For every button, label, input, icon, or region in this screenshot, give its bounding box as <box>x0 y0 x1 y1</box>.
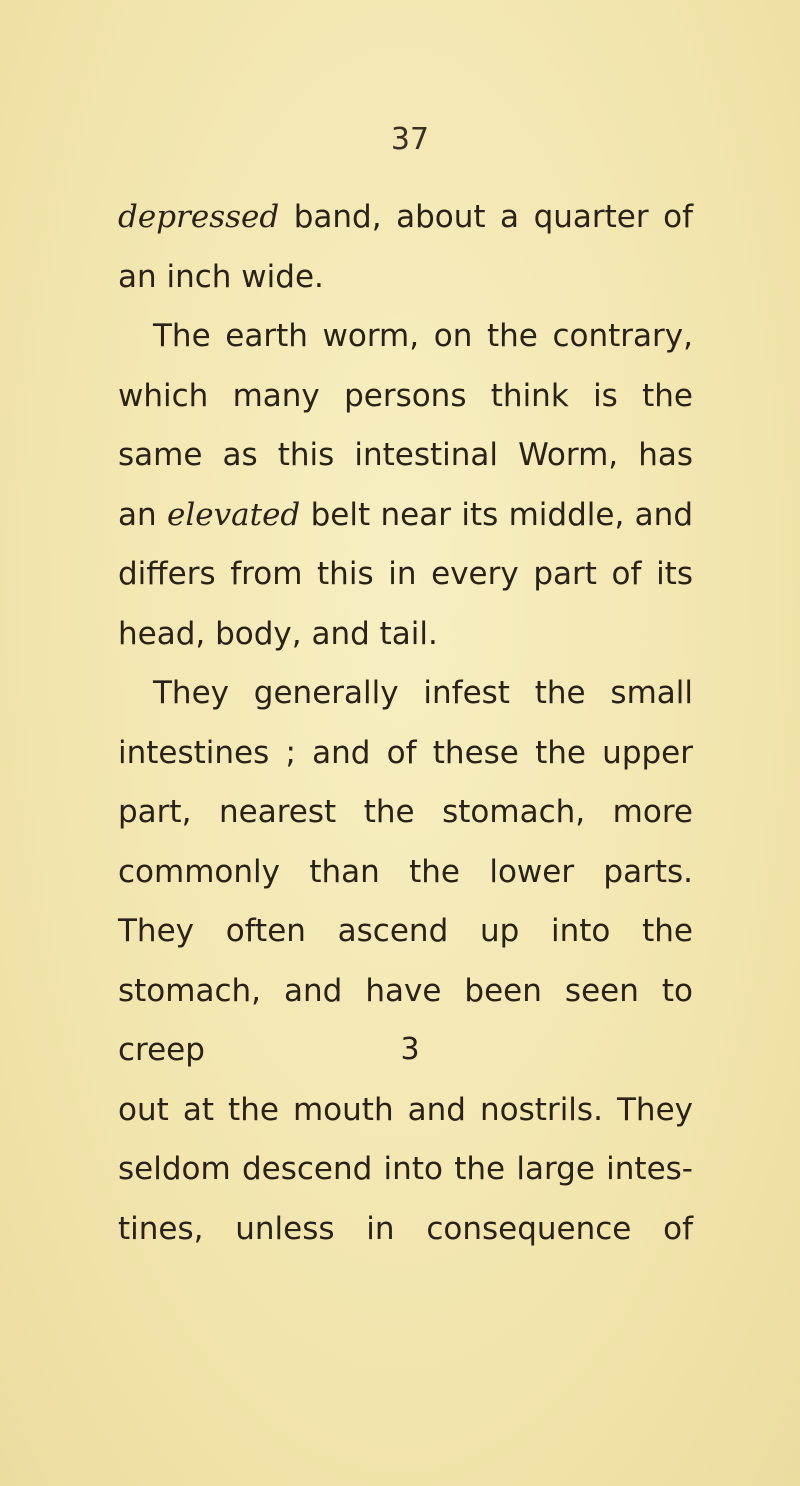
text-line <box>118 188 693 248</box>
text-line <box>118 248 693 308</box>
text-segment: head, body, and tail. <box>118 615 438 652</box>
text-line <box>118 605 693 665</box>
text-line <box>118 1081 693 1141</box>
text-line <box>118 1140 693 1200</box>
page-number: 37 <box>390 122 430 157</box>
text-line <box>118 545 693 605</box>
text-segment: band, about a quarter of <box>279 199 693 235</box>
text-segment: differs from this in every part of its <box>118 556 693 592</box>
text-segment: same as this intestinal Worm, has <box>118 437 693 473</box>
text-segment: belt near its middle, and <box>300 496 693 533</box>
text-segment: an <box>118 496 168 533</box>
text-line <box>118 367 693 427</box>
text-segment: seldom descend into the large intes- <box>118 1151 693 1187</box>
text-segment: They often ascend up into the <box>118 913 693 949</box>
text-segment: which many persons think is the <box>118 377 693 414</box>
text-line <box>118 307 693 367</box>
signature-mark: 3 <box>400 1032 420 1067</box>
text-segment: They generally infest the small <box>153 675 693 711</box>
body-text <box>118 188 693 1259</box>
italic-word: elevated <box>167 496 301 533</box>
text-segment: part, nearest the stomach, more <box>118 794 693 830</box>
text-segment: The earth worm, on the contrary, <box>153 318 693 354</box>
text-line <box>118 902 693 962</box>
text-segment: commonly than the lower parts. <box>118 853 693 890</box>
text-line <box>118 1200 693 1260</box>
text-line <box>118 843 693 903</box>
text-segment: intestines ; and of these the upper <box>118 734 693 771</box>
text-line <box>118 426 693 486</box>
text-line <box>118 664 693 724</box>
text-line <box>118 486 693 546</box>
text-segment: out at the mouth and nostrils. They <box>118 1091 693 1128</box>
italic-word: depressed <box>118 199 280 235</box>
text-line <box>118 783 693 843</box>
text-segment: stomach, and have been seen to creep <box>118 972 693 1068</box>
text-line <box>118 724 693 784</box>
text-segment: an inch wide. <box>118 258 324 295</box>
text-segment: tines, unless in consequence of <box>118 1210 693 1247</box>
